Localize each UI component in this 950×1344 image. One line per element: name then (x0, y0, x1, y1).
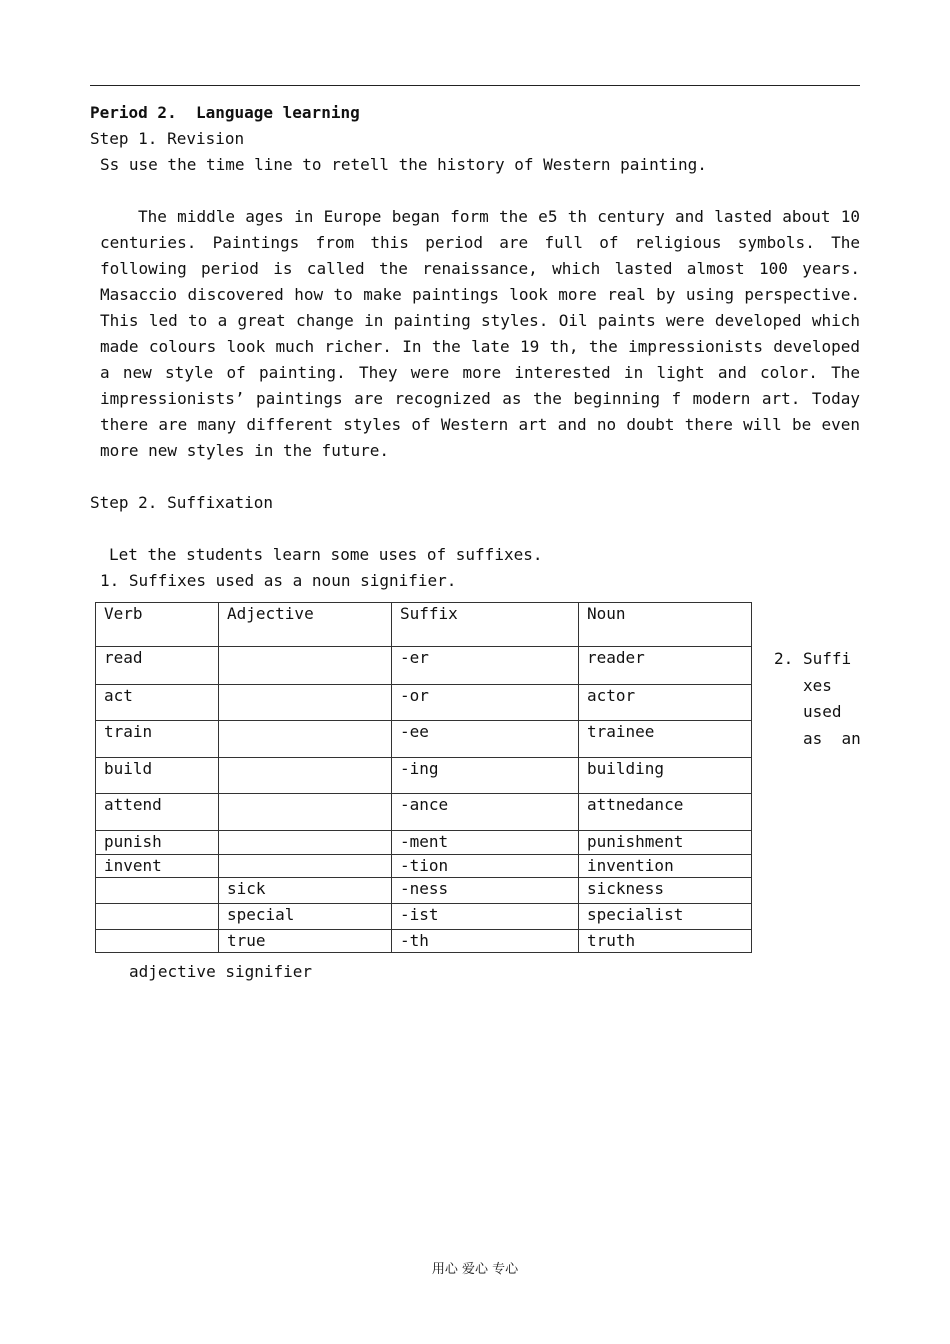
cell-suffix: -th (392, 930, 579, 953)
cell-adjective (219, 758, 392, 794)
item2-word: xes (803, 676, 832, 695)
header-rule (90, 85, 860, 86)
table-row (96, 855, 752, 878)
cell-adjective (219, 831, 392, 855)
table-row (96, 721, 752, 758)
suffix-table (95, 602, 752, 953)
cell-noun: trainee (579, 721, 752, 758)
cell-verb: punish (96, 831, 219, 855)
item2-word: Suffi (803, 649, 852, 668)
item2-word: used (803, 702, 842, 721)
cell-suffix: -tion (392, 855, 579, 878)
page-footer: 用心 爱心 专心 (431, 1262, 519, 1277)
cell-verb (96, 904, 219, 930)
cell-adjective: true (219, 930, 392, 953)
cell-adjective (219, 685, 392, 721)
cell-noun: specialist (579, 904, 752, 930)
item2-number: 2. (774, 649, 794, 668)
cell-verb: invent (96, 855, 219, 878)
cell-suffix: -ment (392, 831, 579, 855)
cell-adjective: special (219, 904, 392, 930)
header-suffix: Suffix (392, 603, 579, 647)
item2-word: as an (803, 729, 861, 748)
table-row (96, 878, 752, 904)
cell-verb: train (96, 721, 219, 758)
cell-noun: punishment (579, 831, 752, 855)
cell-noun: building (579, 758, 752, 794)
cell-adjective (219, 855, 392, 878)
cell-noun: reader (579, 647, 752, 685)
table-row (96, 758, 752, 794)
cell-suffix: -ance (392, 794, 579, 831)
table-header-row (96, 603, 752, 647)
cell-verb: attend (96, 794, 219, 831)
table-row (96, 685, 752, 721)
step1-instruction: Ss use the time line to retell the history of Western painting. (100, 155, 707, 174)
header-verb: Verb (96, 603, 219, 647)
table-row (96, 930, 752, 953)
cell-verb: read (96, 647, 219, 685)
table-row (96, 647, 752, 685)
table-row (96, 904, 752, 930)
cell-verb: build (96, 758, 219, 794)
cell-verb (96, 930, 219, 953)
cell-suffix: -ee (392, 721, 579, 758)
cell-adjective: sick (219, 878, 392, 904)
cell-noun: truth (579, 930, 752, 953)
step2-intro: Let the students learn some uses of suffixes. (109, 545, 543, 564)
cell-verb (96, 878, 219, 904)
cell-adjective (219, 721, 392, 758)
cell-suffix: -ing (392, 758, 579, 794)
table-row (96, 794, 752, 831)
cell-adjective (219, 794, 392, 831)
item1-label: 1. Suffixes used as a noun signifier. (100, 571, 457, 590)
cell-suffix: -ist (392, 904, 579, 930)
step1-heading: Step 1. Revision (90, 129, 245, 148)
cell-noun: actor (579, 685, 752, 721)
history-paragraph: The middle ages in Europe began form the e5 th century and lasted about 10 centuries. Paintings from this period are full of religious symbols. The following period is called the renaissance, which lasted almost 100 years. Masaccio discovered how to make paintings look more real by using perspective. This led to a great change in painting styles. Oil paints were developed which made colours look much richer. In the late 19 th, the impressionists developed a new style of painting. They were more interested in light and color. The impressionists’ paintings are recognized as the beginning f modern art. Today there are many different styles of Western art and no doubt there will be even more new styles in the future. (100, 207, 860, 460)
cell-noun: attnedance (579, 794, 752, 831)
cell-noun: sickness (579, 878, 752, 904)
cell-noun: invention (579, 855, 752, 878)
item2-continuation: adjective signifier (129, 962, 313, 981)
header-adjective: Adjective (219, 603, 392, 647)
page-title: Period 2. Language learning (90, 103, 360, 122)
cell-suffix: -ness (392, 878, 579, 904)
table-row (96, 831, 752, 855)
header-noun: Noun (579, 603, 752, 647)
cell-suffix: -or (392, 685, 579, 721)
cell-verb: act (96, 685, 219, 721)
cell-adjective (219, 647, 392, 685)
cell-suffix: -er (392, 647, 579, 685)
step2-heading: Step 2. Suffixation (90, 493, 274, 512)
